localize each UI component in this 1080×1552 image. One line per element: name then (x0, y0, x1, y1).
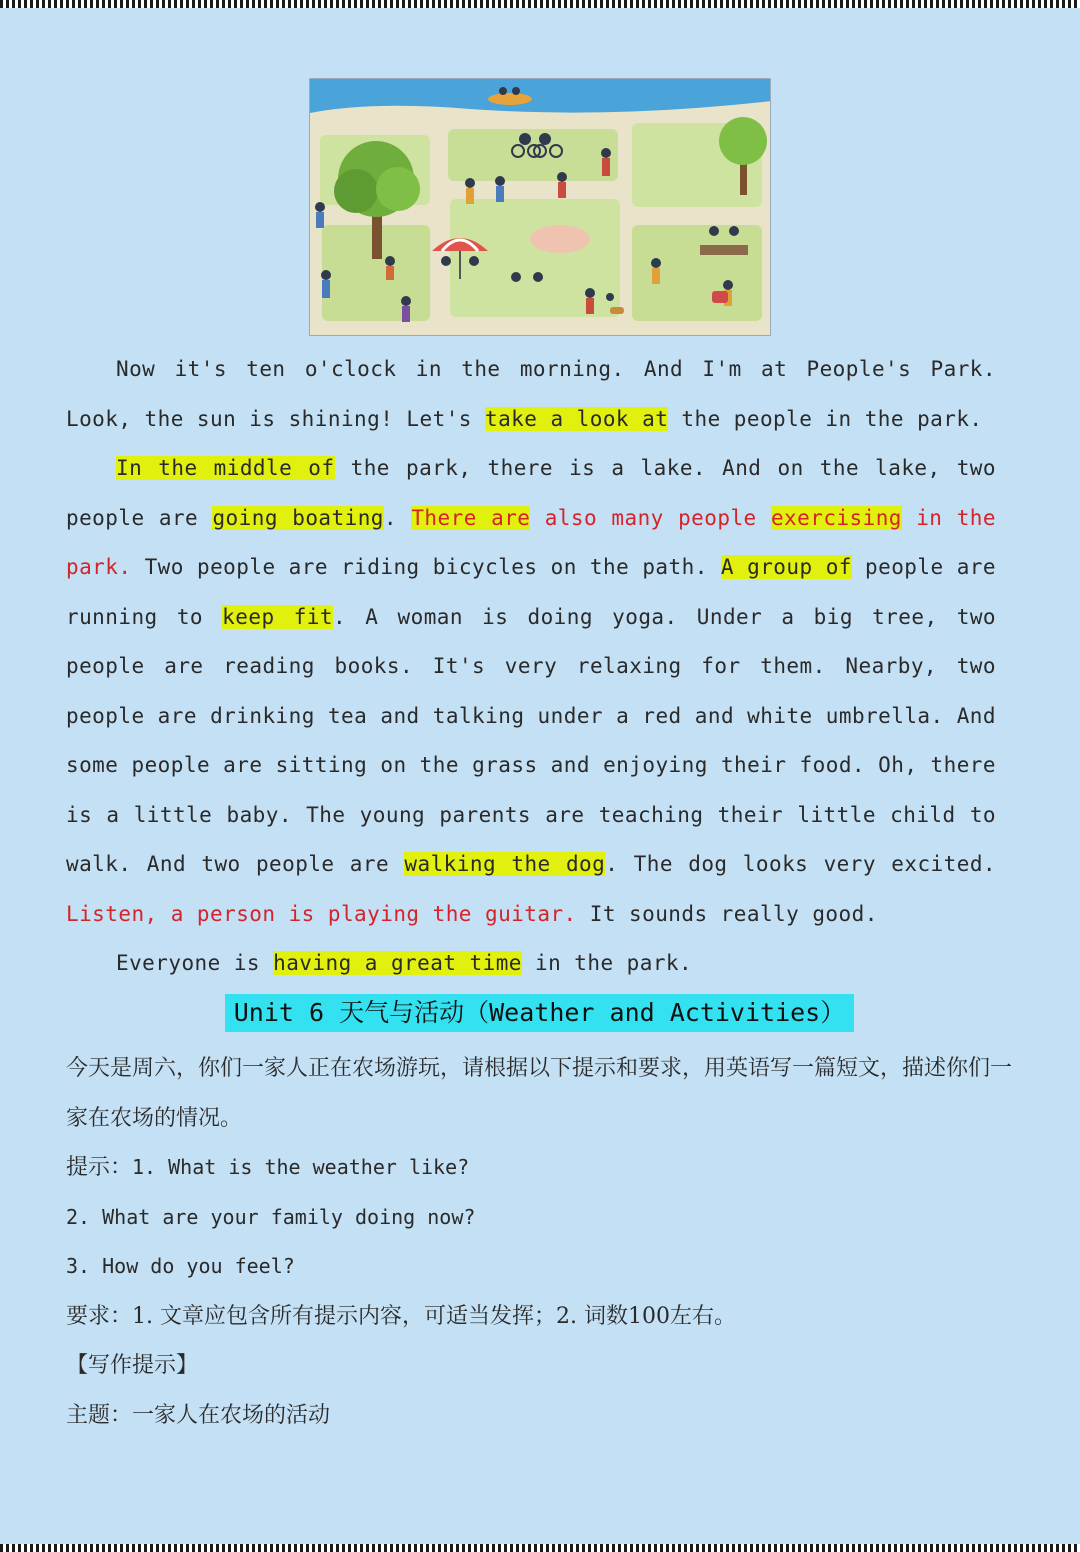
theme-line (66, 1391, 1016, 1441)
essay-text-run: in the park. (521, 951, 693, 975)
hint-item: 1. What is the weather like? (132, 1155, 470, 1179)
hint-item: 2. What are your family doing now? (66, 1204, 476, 1229)
red-text-run: also many people (530, 505, 771, 530)
essay-paragraph-3 (66, 939, 996, 989)
essay-text-run: It sounds really good. (576, 901, 878, 926)
essay-text-run: Now it's ten o'clock in the morning. And I'm at People's Park. Look, the sun is shining! Let's (66, 357, 996, 431)
task-intro: 今天是周六，你们一家人正在农场游玩，请根据以下提示和要求，用英语写一篇短文，描述你们一家在农场的情况。 (66, 1056, 1013, 1131)
requirements-label: 要求： (66, 1303, 133, 1329)
red-highlight-phrase: exercising (770, 505, 902, 530)
unit-title: Unit 6 天气与活动（Weather and Activities） (225, 994, 854, 1032)
essay-text-run: people are running to (66, 555, 996, 629)
essay-text-run: . The dog looks very excited. (605, 852, 997, 876)
decorative-border-bottom (0, 1544, 1080, 1552)
highlight-phrase: In the middle of (116, 456, 335, 480)
park-illustration (309, 78, 771, 336)
hint-label: 提示： (66, 1155, 133, 1180)
essay-text-run: Everyone is (116, 951, 274, 975)
highlight-phrase: going boating (212, 505, 384, 530)
red-text-run: Listen, a person is playing the guitar. (66, 901, 577, 926)
red-highlight-phrase: There are (411, 505, 531, 530)
hint-line-1 (66, 1143, 1016, 1193)
highlight-phrase: having a great time (273, 951, 522, 975)
essay-text-run: the park, there is a lake. And on the lake, two people are (66, 456, 996, 530)
writing-task (66, 1044, 1016, 1440)
essay-text-run: the people in the park. (668, 406, 983, 431)
highlight-phrase: A group of (720, 555, 852, 579)
highlight-phrase: keep fit (222, 604, 333, 629)
requirements-text: 1. 文章应包含所有提示内容，可适当发挥；2. 词数100左右。 (132, 1303, 736, 1329)
essay-text-run: . (383, 505, 412, 530)
writing-tips-heading: 【写作提示】 (66, 1353, 199, 1378)
essay-text-run: . A woman is doing yoga. Under a big tree, two people are reading books. It's very relaxing for them. Nearby, two people are drinking tea and talking under a red and white umbrella. And some people are sitting on the grass and enjoying their food. Oh, there is a little baby. The young parents are teaching their little child to walk. And two people are (66, 604, 997, 876)
hint-item: 3. How do you feel? (66, 1254, 295, 1278)
decorative-border-top (0, 0, 1080, 8)
essay-text-run: Two people are riding bicycles on the path. (131, 555, 721, 579)
highlight-phrase: take a look at (484, 406, 669, 431)
essay-paragraph-2 (66, 444, 996, 939)
theme-text: 一家人在农场的活动 (132, 1402, 331, 1428)
essay-paragraph-1 (66, 345, 996, 444)
essay-text (66, 345, 996, 989)
highlight-phrase: walking the dog (404, 852, 606, 876)
red-text-run: in the park. (66, 505, 996, 579)
theme-label: 主题： (66, 1402, 133, 1428)
requirements-line (66, 1292, 1016, 1342)
